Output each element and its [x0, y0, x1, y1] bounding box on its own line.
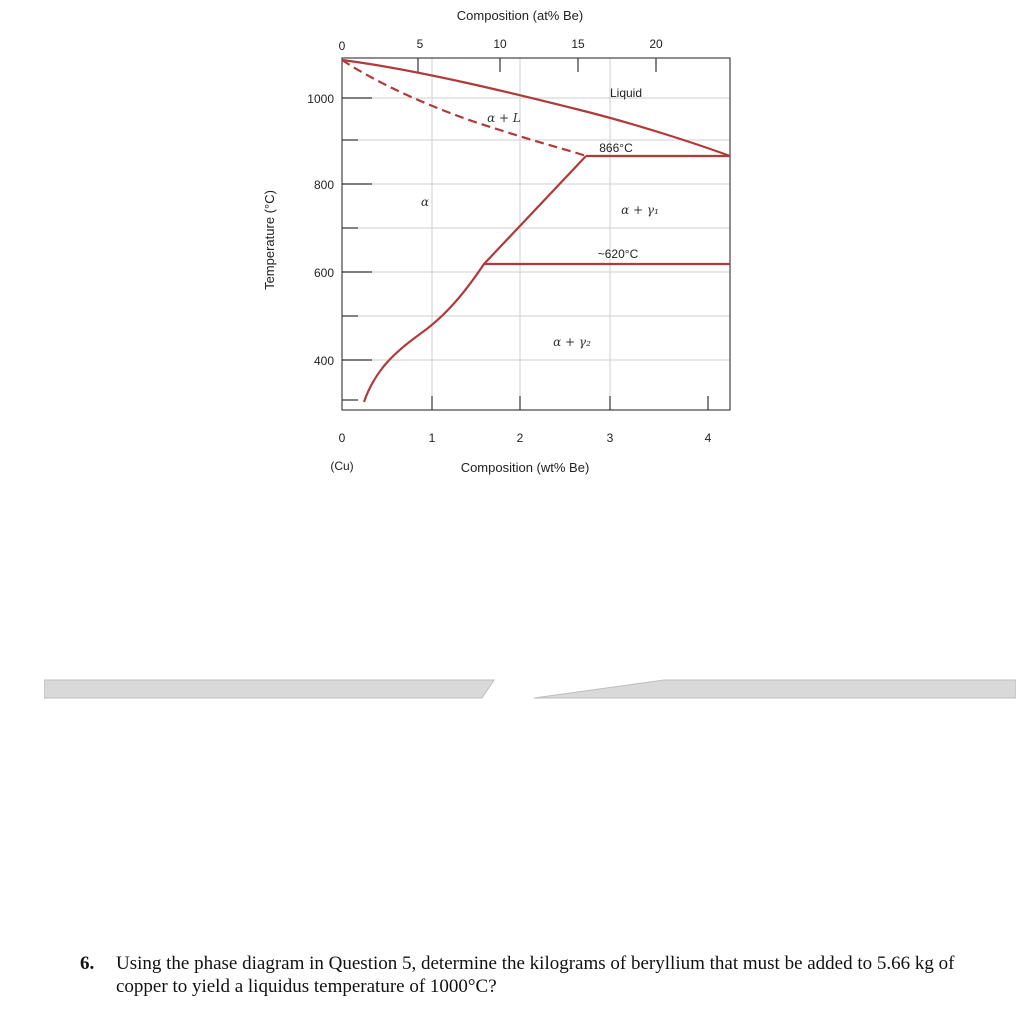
liquid-region-label: Liquid	[609, 86, 643, 100]
alpha-region-label: α	[420, 195, 430, 209]
eutectic-temperature-label: 866°C	[599, 141, 633, 155]
page-divider	[44, 678, 1016, 700]
solvus-curve	[364, 156, 586, 402]
top-tick-label: 0	[338, 39, 346, 53]
bottom-axis-title: Composition (wt% Be)	[460, 460, 590, 475]
question-text: Using the phase diagram in Question 5, determine the kilograms of beryllium that must be added to 5.66 kg of copper to yield a liquidus temperature of 1000°C?	[116, 953, 955, 997]
top-tick-label: 15	[571, 37, 585, 51]
y-tick-label: 400	[313, 354, 334, 368]
bottom-tick-label: 4	[704, 431, 712, 445]
y-tick-label: 1000	[307, 92, 334, 106]
bottom-tick-label: 3	[606, 431, 614, 445]
bottom-tick-label: 0	[338, 431, 346, 445]
y-tick-label: 600	[313, 266, 334, 280]
top-tick-label: 5	[416, 37, 424, 51]
question-number: 6.	[80, 953, 95, 974]
alpha-plus-liquid-label: α + L	[487, 111, 521, 125]
bottom-tick-label: 2	[516, 431, 524, 445]
top-axis-title: Composition (at% Be)	[456, 8, 584, 23]
top-axis-ticks	[418, 58, 656, 72]
top-tick-label: 10	[493, 37, 507, 51]
y-axis-title: Temperature (°C)	[262, 190, 277, 290]
alpha-plus-gamma1-label: α + γ₁	[621, 203, 659, 217]
phase-boundaries	[342, 60, 730, 402]
y-tick-label: 800	[313, 178, 334, 192]
bottom-axis-ticks	[432, 396, 708, 410]
alpha-plus-gamma2-label: α + γ₂	[553, 335, 591, 349]
y-axis-ticks	[342, 98, 372, 400]
grid-lines	[342, 58, 730, 410]
cu-label: (Cu)	[330, 459, 354, 473]
plot-frame	[342, 58, 730, 410]
top-tick-label: 20	[649, 37, 663, 51]
bottom-tick-label: 1	[428, 431, 436, 445]
eutectoid-temperature-label: ~620°C	[597, 247, 639, 261]
question-6	[80, 952, 980, 998]
solidus-curve	[342, 60, 586, 156]
